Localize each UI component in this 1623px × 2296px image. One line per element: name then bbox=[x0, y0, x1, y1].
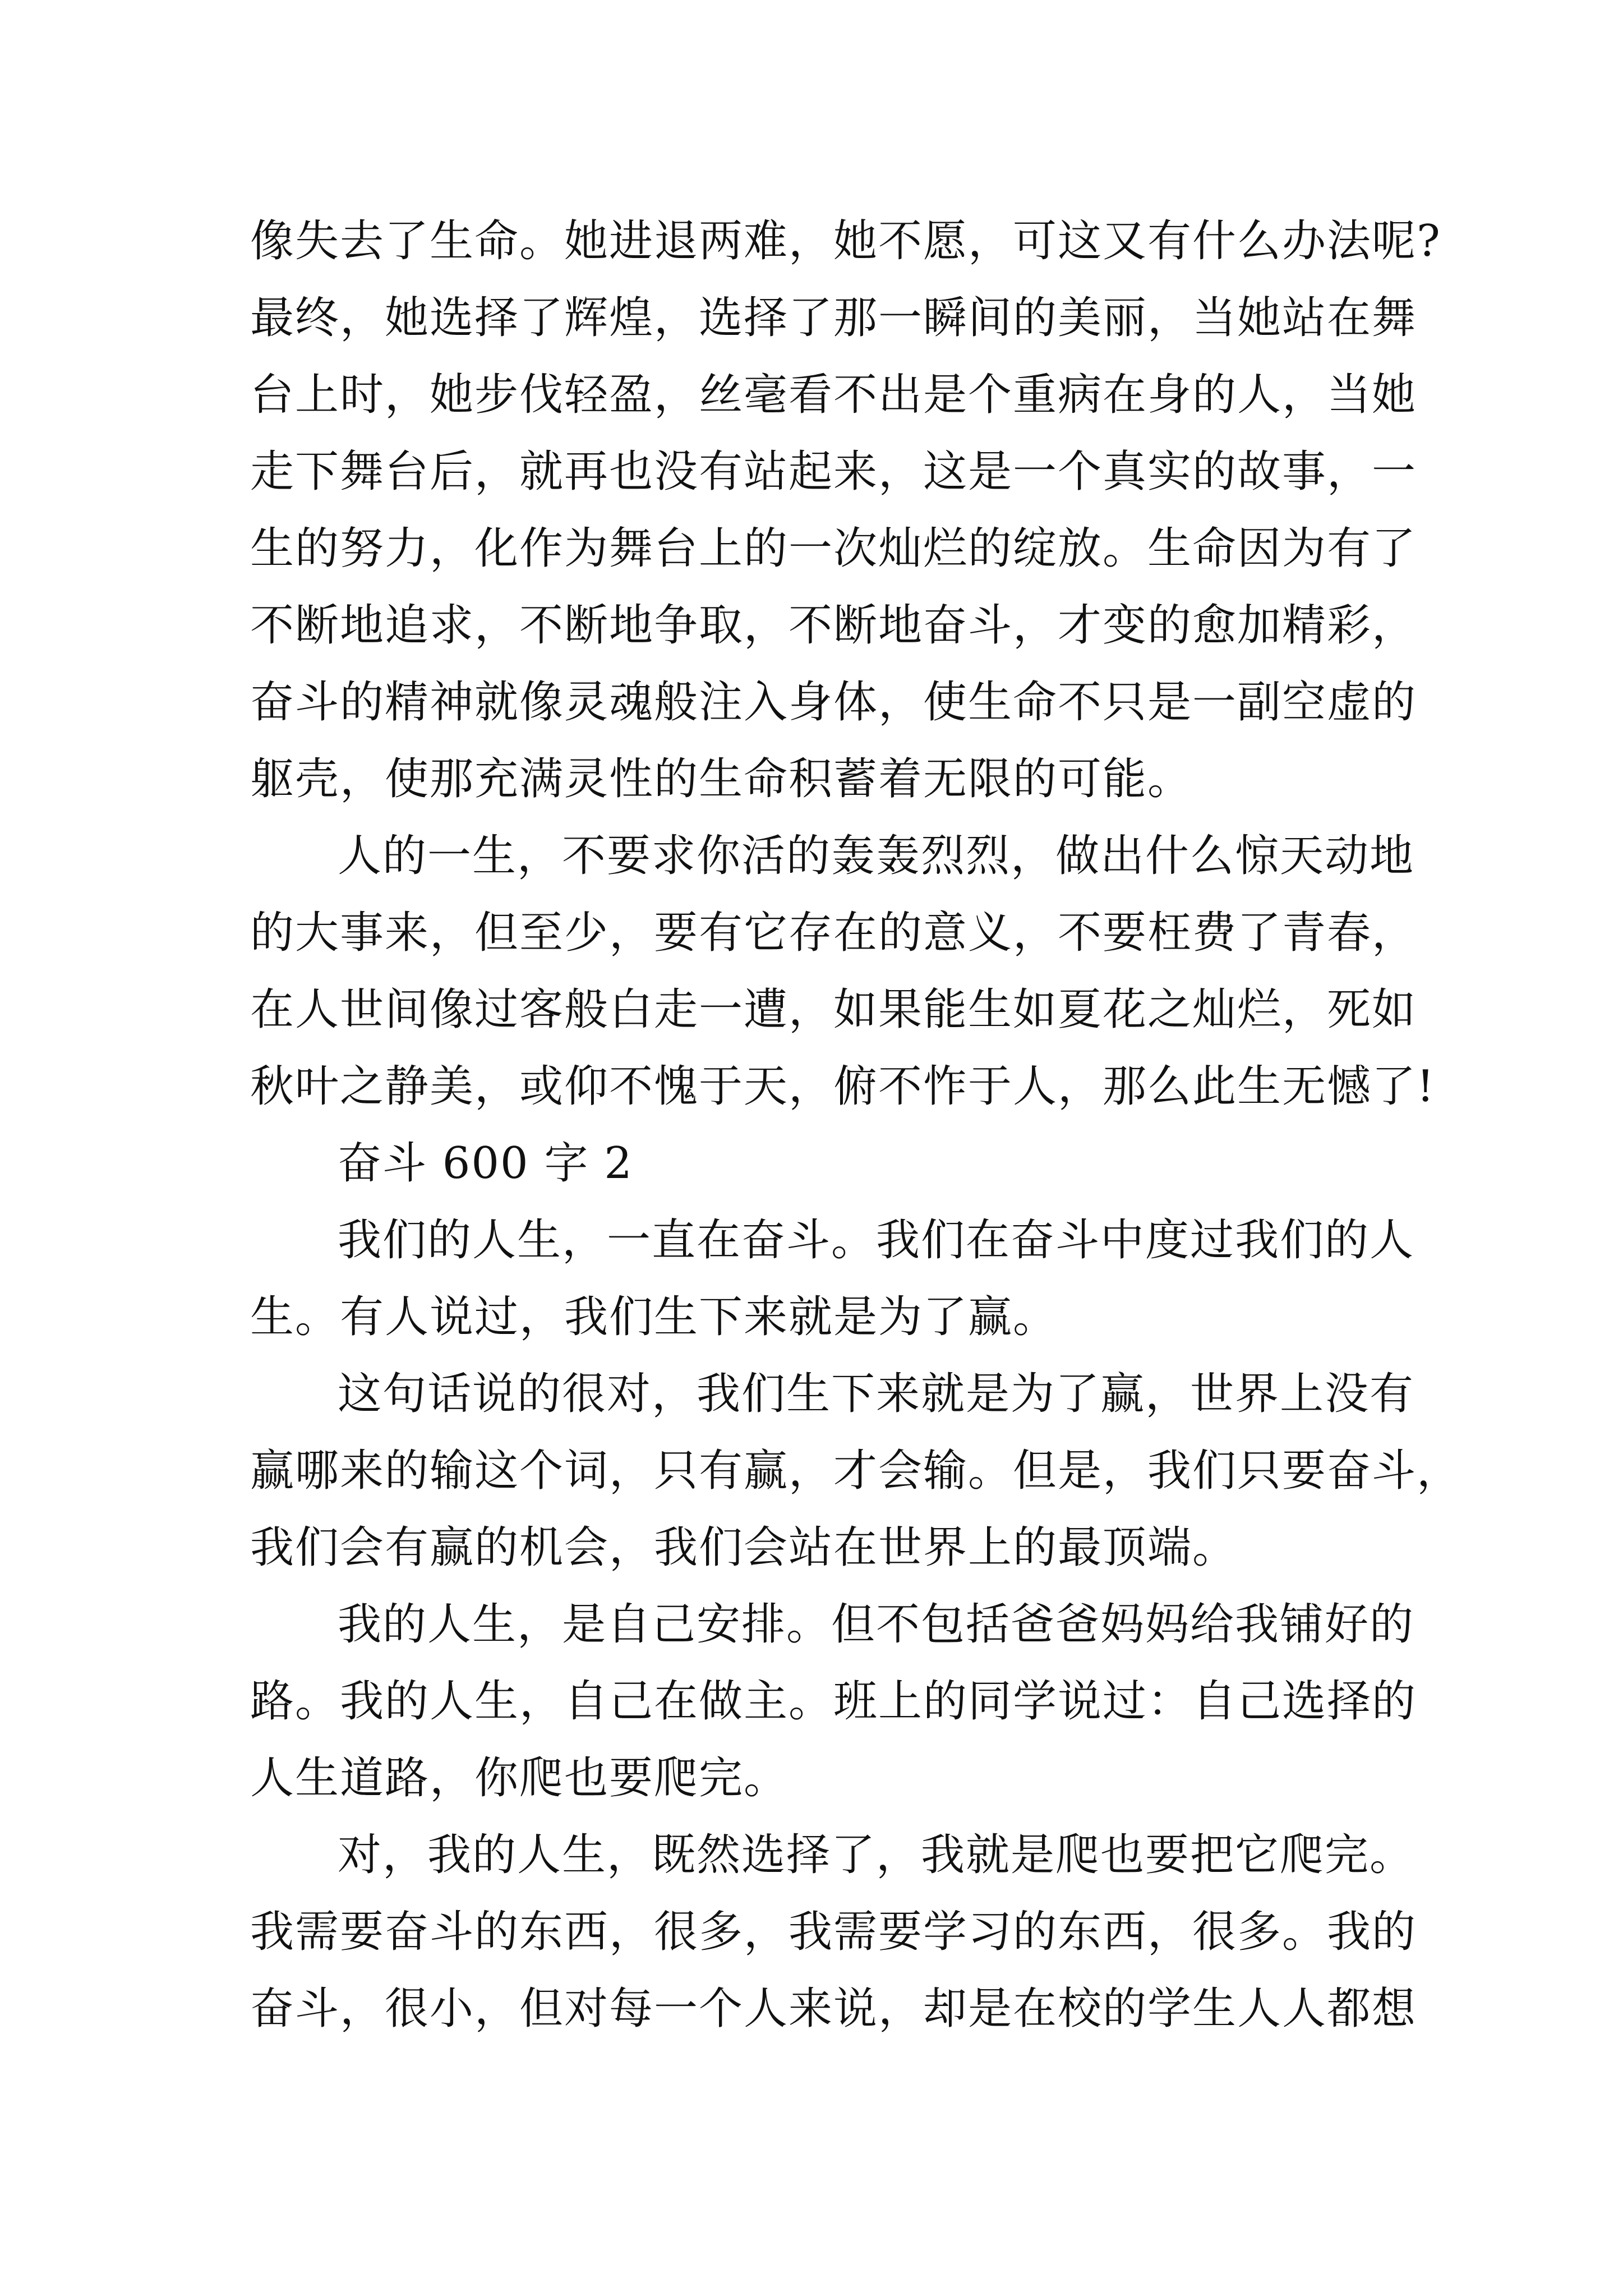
text-line: 奋斗，很小，但对每一个人来说，却是在校的学生人人都想 bbox=[250, 1984, 1417, 2034]
text-line: 我们的人生，一直在奋斗。我们在奋斗中度过我们的人 bbox=[338, 1215, 1415, 1266]
text-line: 的大事来，但至少，要有它存在的意义，不要枉费了青春， bbox=[250, 908, 1417, 958]
section-heading bbox=[250, 1125, 1394, 1202]
paragraph bbox=[250, 1817, 1417, 2047]
paragraph bbox=[250, 1586, 1417, 1817]
paragraph bbox=[250, 1356, 1462, 1586]
paragraph bbox=[250, 1202, 1415, 1356]
text-line: 走下舞台后，就再也没有站起来，这是一个真实的故事，一 bbox=[250, 447, 1417, 497]
text-line: 像失去了生命。她进退两难，她不愿，可这又有什么办法呢? bbox=[250, 216, 1441, 266]
text-line: 最终，她选择了辉煌，选择了那一瞬间的美丽，当她站在舞 bbox=[250, 293, 1417, 343]
section-title: 奋斗 600 字 2 bbox=[338, 1138, 633, 1189]
text-line: 生。有人说过，我们生下来就是为了赢。 bbox=[250, 1292, 1058, 1342]
document-body bbox=[250, 203, 1462, 2047]
paragraph bbox=[250, 203, 1441, 818]
text-line: 我的人生，是自己安排。但不包括爸爸妈妈给我铺好的 bbox=[338, 1599, 1415, 1650]
text-line: 我需要奋斗的东西，很多，我需要学习的东西，很多。我的 bbox=[250, 1907, 1417, 1957]
text-line: 生的努力，化作为舞台上的一次灿烂的绽放。生命因为有了 bbox=[250, 523, 1417, 574]
text-line: 对，我的人生，既然选择了，我就是爬也要把它爬完。 bbox=[338, 1830, 1415, 1880]
paragraph bbox=[250, 818, 1436, 1125]
text-line: 这句话说的很对，我们生下来就是为了赢，世界上没有 bbox=[338, 1369, 1415, 1419]
text-line: 奋斗的精神就像灵魂般注入身体，使生命不只是一副空虚的 bbox=[250, 677, 1417, 728]
text-line: 台上时，她步伐轻盈，丝毫看不出是个重病在身的人，当她 bbox=[250, 370, 1417, 420]
text-line: 人生道路，你爬也要爬完。 bbox=[250, 1753, 789, 1803]
text-line: 不断地追求，不断地争取，不断地奋斗，才变的愈加精彩， bbox=[250, 600, 1417, 651]
text-line: 我们会有赢的机会，我们会站在世界上的最顶端。 bbox=[250, 1522, 1238, 1573]
text-line: 人的一生，不要求你活的轰轰烈烈，做出什么惊天动地 bbox=[338, 831, 1415, 881]
text-line: 在人世间像过客般白走一遭，如果能生如夏花之灿烂，死如 bbox=[250, 984, 1417, 1035]
text-line: 躯壳，使那充满灵性的生命积蓄着无限的可能。 bbox=[250, 754, 1193, 804]
text-line: 秋叶之静美，或仰不愧于天，俯不怍于人，那么此生无憾了! bbox=[250, 1061, 1436, 1112]
text-line: 赢哪来的输这个词，只有赢，才会输。但是，我们只要奋斗， bbox=[250, 1446, 1462, 1496]
text-line: 路。我的人生，自己在做主。班上的同学说过：自己选择的 bbox=[250, 1676, 1417, 1727]
